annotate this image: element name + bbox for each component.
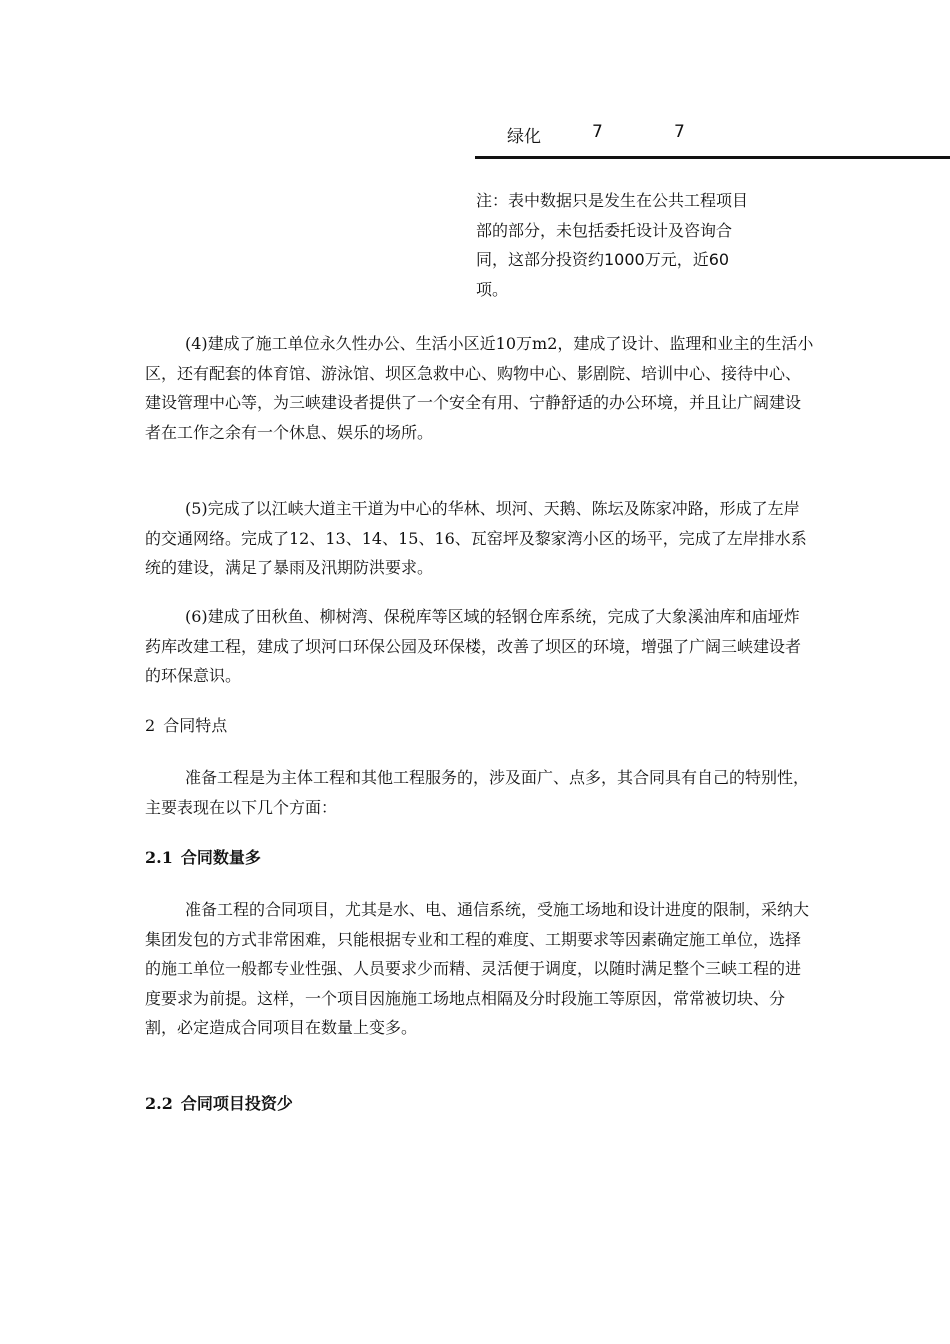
paragraph-6: (6)建成了田秋鱼、柳树湾、保税库等区域的轻钢仓库系统，完成了大象溪油库和庙垭炸药库改建工程，建成了坝河口环保公园及环保楼，改善了坝区的环境，增强了广阔三峡建设者的环保意识。 xyxy=(145,607,802,685)
section-number: 2.1 xyxy=(145,848,173,867)
section-title: 合同项目投资少 xyxy=(180,1094,293,1113)
table-bottom-rule xyxy=(475,156,950,159)
section-title: 合同数量多 xyxy=(180,848,261,867)
paragraph-intro: 准备工程是为主体工程和其他工程服务的，涉及面广、点多，其合同具有自己的特别性，主要表现在以下几个方面： xyxy=(145,768,810,817)
section-title: 合同特点 xyxy=(163,716,228,735)
note-line: 部的部分，未包括委托设计及咨询合 xyxy=(476,220,733,240)
table-cell-value: 7 xyxy=(674,122,685,142)
table-note xyxy=(476,186,806,304)
paragraph-5: (5)完成了以江峡大道主干道为中心的华林、坝河、天鹅、陈坛及陈家冲路，形成了左岸的交通网络。完成了12、13、14、15、16、瓦窑坪及黎家湾小区的场平，完成了左岸排水系统的建设，满足了暴雨及汛期防洪要求。 xyxy=(145,499,807,577)
section-heading-2-1 xyxy=(145,846,261,870)
table-cell-label: 绿化 xyxy=(507,127,541,147)
section-number: 2 xyxy=(145,716,156,735)
section-number: 2.2 xyxy=(145,1094,173,1113)
section-heading-2 xyxy=(145,714,227,738)
paragraph-2-1: 准备工程的合同项目，尤其是水、电、通信系统，受施工场地和设计进度的限制，采纳大集团发包的方式非常困难，只能根据专业和工程的难度、工期要求等因素确定施工单位，选择的施工单位一般都专业性强、人员要求少而精、灵活便于调度，以随时满足整个三峡工程的进度要求为前提。这样，一个项目因施施工场地点相隔及分时段施工等原因，常常被切块、分割，必定造成合同项目在数量上变多。 xyxy=(145,900,810,1037)
note-line: 同，这部分投资约1000万元，近60 xyxy=(476,250,730,269)
note-line: 注：表中数据只是发生在公共工程项目 xyxy=(476,191,749,210)
table-cell-value: 7 xyxy=(592,122,603,142)
paragraph-4: (4)建成了施工单位永久性办公、生活小区近10万m2，建成了设计、监理和业主的生活小区，还有配套的体育馆、游泳馆、坝区急救中心、购物中心、影剧院、培训中心、接待中心、建设管理中心等，为三峡建设者提供了一个安全有用、宁静舒适的办公环境，并且让广阔建设者在工作之余有一个休息、娱乐的场所。 xyxy=(145,334,814,442)
note-line: 项。 xyxy=(476,279,509,299)
section-heading-2-2 xyxy=(145,1092,293,1116)
